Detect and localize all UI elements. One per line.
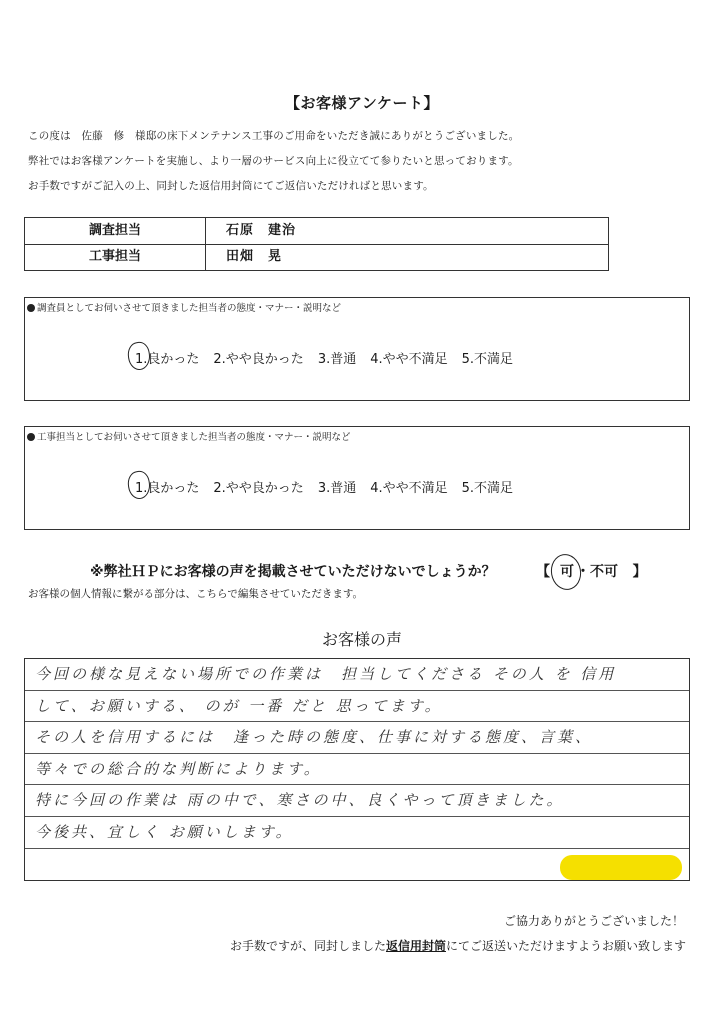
rating-option-4[interactable]: 4.やや不満足	[370, 352, 448, 367]
intro-line-2: 弊社ではお客様アンケートを実施し、より一層のサービス向上に役立てて参りたいと思っております。	[28, 155, 519, 167]
thanks-message: ご協力ありがとうございました！	[503, 914, 684, 928]
customer-voice-box[interactable]	[24, 658, 690, 881]
staff-row-survey	[25, 218, 608, 245]
voice-line: 今回の様な見えない場所での作業は 担当してくださる その人 を 信用	[25, 659, 689, 691]
bullet-icon	[27, 433, 35, 441]
page-title: 【お客様アンケート】	[284, 94, 440, 112]
survey-inspector	[24, 297, 690, 401]
staff-name: 石原 建治	[226, 223, 297, 238]
rating-option-3[interactable]: 3.普通	[317, 352, 357, 367]
rating-option-1[interactable]: 1.良かった	[135, 477, 199, 496]
voice-line: して、お願いする、 のが 一番 だと 思ってます。	[25, 691, 689, 723]
rating-options	[135, 348, 513, 367]
hp-permission-note: お客様の個人情報に繋がる部分は、こちらで編集させていただきます。	[28, 588, 364, 600]
staff-row-construction	[25, 244, 608, 270]
rating-option-4[interactable]: 4.やや不満足	[370, 481, 448, 496]
hp-option-ng[interactable]: 不可	[590, 564, 618, 580]
voice-line: 今後共、宜しく お願いします。	[25, 817, 689, 849]
return-note: お手数ですが、同封しました返信用封筒にてご返送いただけますようお願い致します	[229, 939, 686, 953]
rating-option-3[interactable]: 3.普通	[317, 481, 357, 496]
rating-option-2[interactable]: 2.やや良かった	[213, 352, 304, 367]
rating-options	[135, 477, 513, 496]
survey-question: 調査員としてお伺いさせて頂きました担当者の態度・マナー・説明など	[27, 300, 341, 314]
voice-title: お客様の声	[321, 630, 402, 649]
intro-line-3: お手数ですがご記入の上、同封した返信用封筒にてご返信いただければと思います。	[28, 180, 434, 192]
staff-role: 工事担当	[25, 244, 206, 270]
rating-option-5[interactable]: 5.不満足	[461, 352, 514, 367]
voice-line: その人を信用するには 逢った時の態度、仕事に対する態度、言葉、	[25, 722, 689, 754]
voice-line: 等々での総合的な判断によります。	[25, 754, 689, 786]
rating-option-2[interactable]: 2.やや良かった	[213, 481, 304, 496]
circle-mark-icon	[548, 552, 584, 593]
hp-permission-question: ※弊社ＨＰにお客様の声を掲載させていただけないでしょうか？	[90, 564, 496, 580]
staff-name: 田畑 晃	[226, 249, 283, 264]
redacted-signature	[560, 855, 682, 880]
rating-option-5[interactable]: 5.不満足	[461, 481, 514, 496]
survey-question: 工事担当としてお伺いさせて頂きました担当者の態度・マナー・説明など	[27, 429, 351, 443]
hp-option-ok[interactable]: 可	[560, 561, 574, 581]
rating-option-1[interactable]: 1.良かった	[135, 348, 199, 367]
survey-constructor	[24, 426, 690, 530]
hp-permission-options: 【 可 ・不可 】	[536, 561, 647, 581]
bullet-icon	[27, 304, 35, 312]
voice-line: 特に今回の作業は 雨の中で、寒さの中、良くやって頂きました。	[25, 785, 689, 817]
staff-role: 調査担当	[25, 218, 206, 244]
intro-line-1: この度は 佐藤 修 様邸の床下メンテナンス工事のご用命をいただき誠にありがとうございました。	[28, 130, 520, 142]
staff-table	[24, 217, 609, 271]
